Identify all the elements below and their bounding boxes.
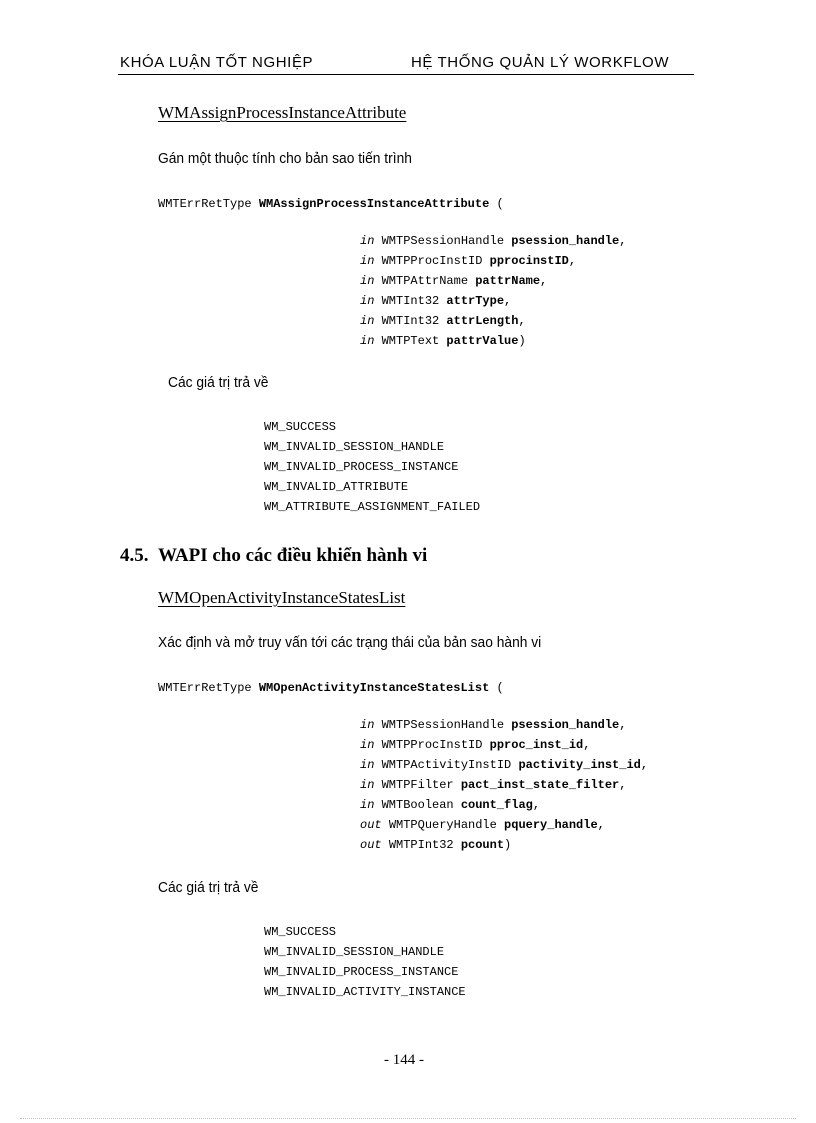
signature-open: ( (489, 197, 504, 211)
parameter-type: WMTPSessionHandle (381, 718, 505, 732)
parameter-separator: , (532, 798, 541, 812)
header-rule (118, 74, 694, 75)
returns-label: Các giá trị trả về (158, 879, 259, 896)
parameter-type: WMTPProcInstID (381, 254, 483, 268)
parameter-direction: in (360, 294, 375, 308)
parameter-row (360, 271, 626, 291)
parameter-type: WMTInt32 (381, 294, 440, 308)
parameter-separator: , (619, 778, 627, 792)
parameter-name: pquery_handle (504, 818, 598, 832)
parameter-separator: ) (518, 334, 526, 348)
signature-name: WMOpenActivityInstanceStatesList (258, 681, 490, 695)
parameter-row (360, 815, 648, 835)
parameter-row (360, 331, 626, 351)
parameter-separator: , (518, 314, 526, 328)
function-signature (158, 678, 504, 698)
function-description: Gán một thuộc tính cho bản sao tiến trình (158, 150, 412, 167)
parameter-row (360, 835, 648, 855)
parameter-direction: in (360, 334, 375, 348)
parameter-direction: in (360, 254, 375, 268)
parameter-row (360, 795, 648, 815)
page-edge-divider (20, 1118, 796, 1119)
parameter-name: attrLength (446, 314, 519, 328)
parameter-type: WMTPInt32 (388, 838, 454, 852)
parameter-direction: in (360, 234, 375, 248)
return-value: WM_INVALID_ATTRIBUTE (264, 480, 409, 494)
parameter-row (360, 715, 648, 735)
parameter-type: WMTPAttrName (381, 274, 469, 288)
parameter-list (360, 231, 626, 351)
parameter-name: count_flag (460, 798, 533, 812)
header-left: KHÓA LUẬN TỐT NGHIỆP (120, 54, 314, 71)
page-number: - 144 - (384, 1052, 424, 1068)
section-number: 4.5. (120, 545, 149, 566)
section-title: WAPI cho các điều khiển hành vi (158, 545, 428, 566)
parameter-type: WMTPText (381, 334, 440, 348)
parameter-type: WMTBoolean (381, 798, 454, 812)
parameter-row (360, 775, 648, 795)
parameter-direction: out (360, 818, 382, 832)
return-type: WMTErrRetType (158, 197, 252, 211)
parameter-separator: , (583, 738, 591, 752)
function-title: WMOpenActivityInstanceStatesList (158, 588, 406, 607)
parameter-name: pact_inst_state_filter (460, 778, 620, 792)
parameter-row (360, 311, 626, 331)
parameter-direction: in (360, 798, 375, 812)
parameter-row (360, 251, 626, 271)
header-right: HỆ THỐNG QUẢN LÝ WORKFLOW (411, 54, 670, 71)
signature-open: ( (489, 681, 504, 695)
parameter-type: WMTInt32 (381, 314, 440, 328)
parameter-separator: , (540, 274, 548, 288)
parameter-type: WMTPQueryHandle (388, 818, 497, 832)
parameter-name: psession_handle (511, 718, 620, 732)
return-value: WM_INVALID_PROCESS_INSTANCE (264, 965, 459, 979)
parameter-direction: in (360, 738, 375, 752)
return-value: WM_SUCCESS (264, 925, 337, 939)
parameter-type: WMTPProcInstID (381, 738, 483, 752)
parameter-direction: in (360, 758, 375, 772)
signature-name: WMAssignProcessInstanceAttribute (258, 197, 490, 211)
parameter-direction: in (360, 718, 375, 732)
function-description: Xác định và mở truy vấn tới các trạng thái của bản sao hành vi (158, 634, 542, 651)
parameter-type: WMTPFilter (381, 778, 454, 792)
return-value: WM_SUCCESS (264, 420, 337, 434)
parameter-name: psession_handle (511, 234, 620, 248)
return-value: WM_INVALID_SESSION_HANDLE (264, 440, 445, 454)
return-value: WM_INVALID_SESSION_HANDLE (264, 945, 445, 959)
function-signature (158, 194, 504, 214)
parameter-list (360, 715, 648, 855)
return-values-list (264, 417, 480, 517)
return-value: WM_INVALID_PROCESS_INSTANCE (264, 460, 459, 474)
parameter-row (360, 755, 648, 775)
parameter-row (360, 231, 626, 251)
parameter-name: pprocinstID (489, 254, 569, 268)
parameter-separator: , (504, 294, 512, 308)
parameter-separator: , (619, 234, 627, 248)
parameter-name: pcount (460, 838, 505, 852)
parameter-name: pproc_inst_id (489, 738, 584, 752)
parameter-name: pattrValue (446, 334, 519, 348)
return-values-list (264, 922, 466, 1002)
parameter-direction: in (360, 314, 375, 328)
parameter-type: WMTPSessionHandle (381, 234, 505, 248)
return-value: WM_INVALID_ACTIVITY_INSTANCE (264, 985, 466, 999)
function-title: WMAssignProcessInstanceAttribute (158, 103, 407, 122)
parameter-direction: out (360, 838, 382, 852)
parameter-row (360, 735, 648, 755)
parameter-separator: , (568, 254, 577, 268)
return-type: WMTErrRetType (158, 681, 252, 695)
return-value: WM_ATTRIBUTE_ASSIGNMENT_FAILED (264, 500, 481, 514)
parameter-name: attrType (446, 294, 505, 308)
returns-label: Các giá trị trả về (168, 374, 269, 391)
parameter-separator: , (619, 718, 627, 732)
parameter-name: pattrName (475, 274, 541, 288)
parameter-separator: , (597, 818, 605, 832)
parameter-row (360, 291, 626, 311)
parameter-direction: in (360, 778, 375, 792)
parameter-separator: ) (504, 838, 512, 852)
parameter-type: WMTPActivityInstID (381, 758, 512, 772)
parameter-direction: in (360, 274, 375, 288)
parameter-separator: , (640, 758, 649, 772)
parameter-name: pactivity_inst_id (518, 758, 641, 772)
